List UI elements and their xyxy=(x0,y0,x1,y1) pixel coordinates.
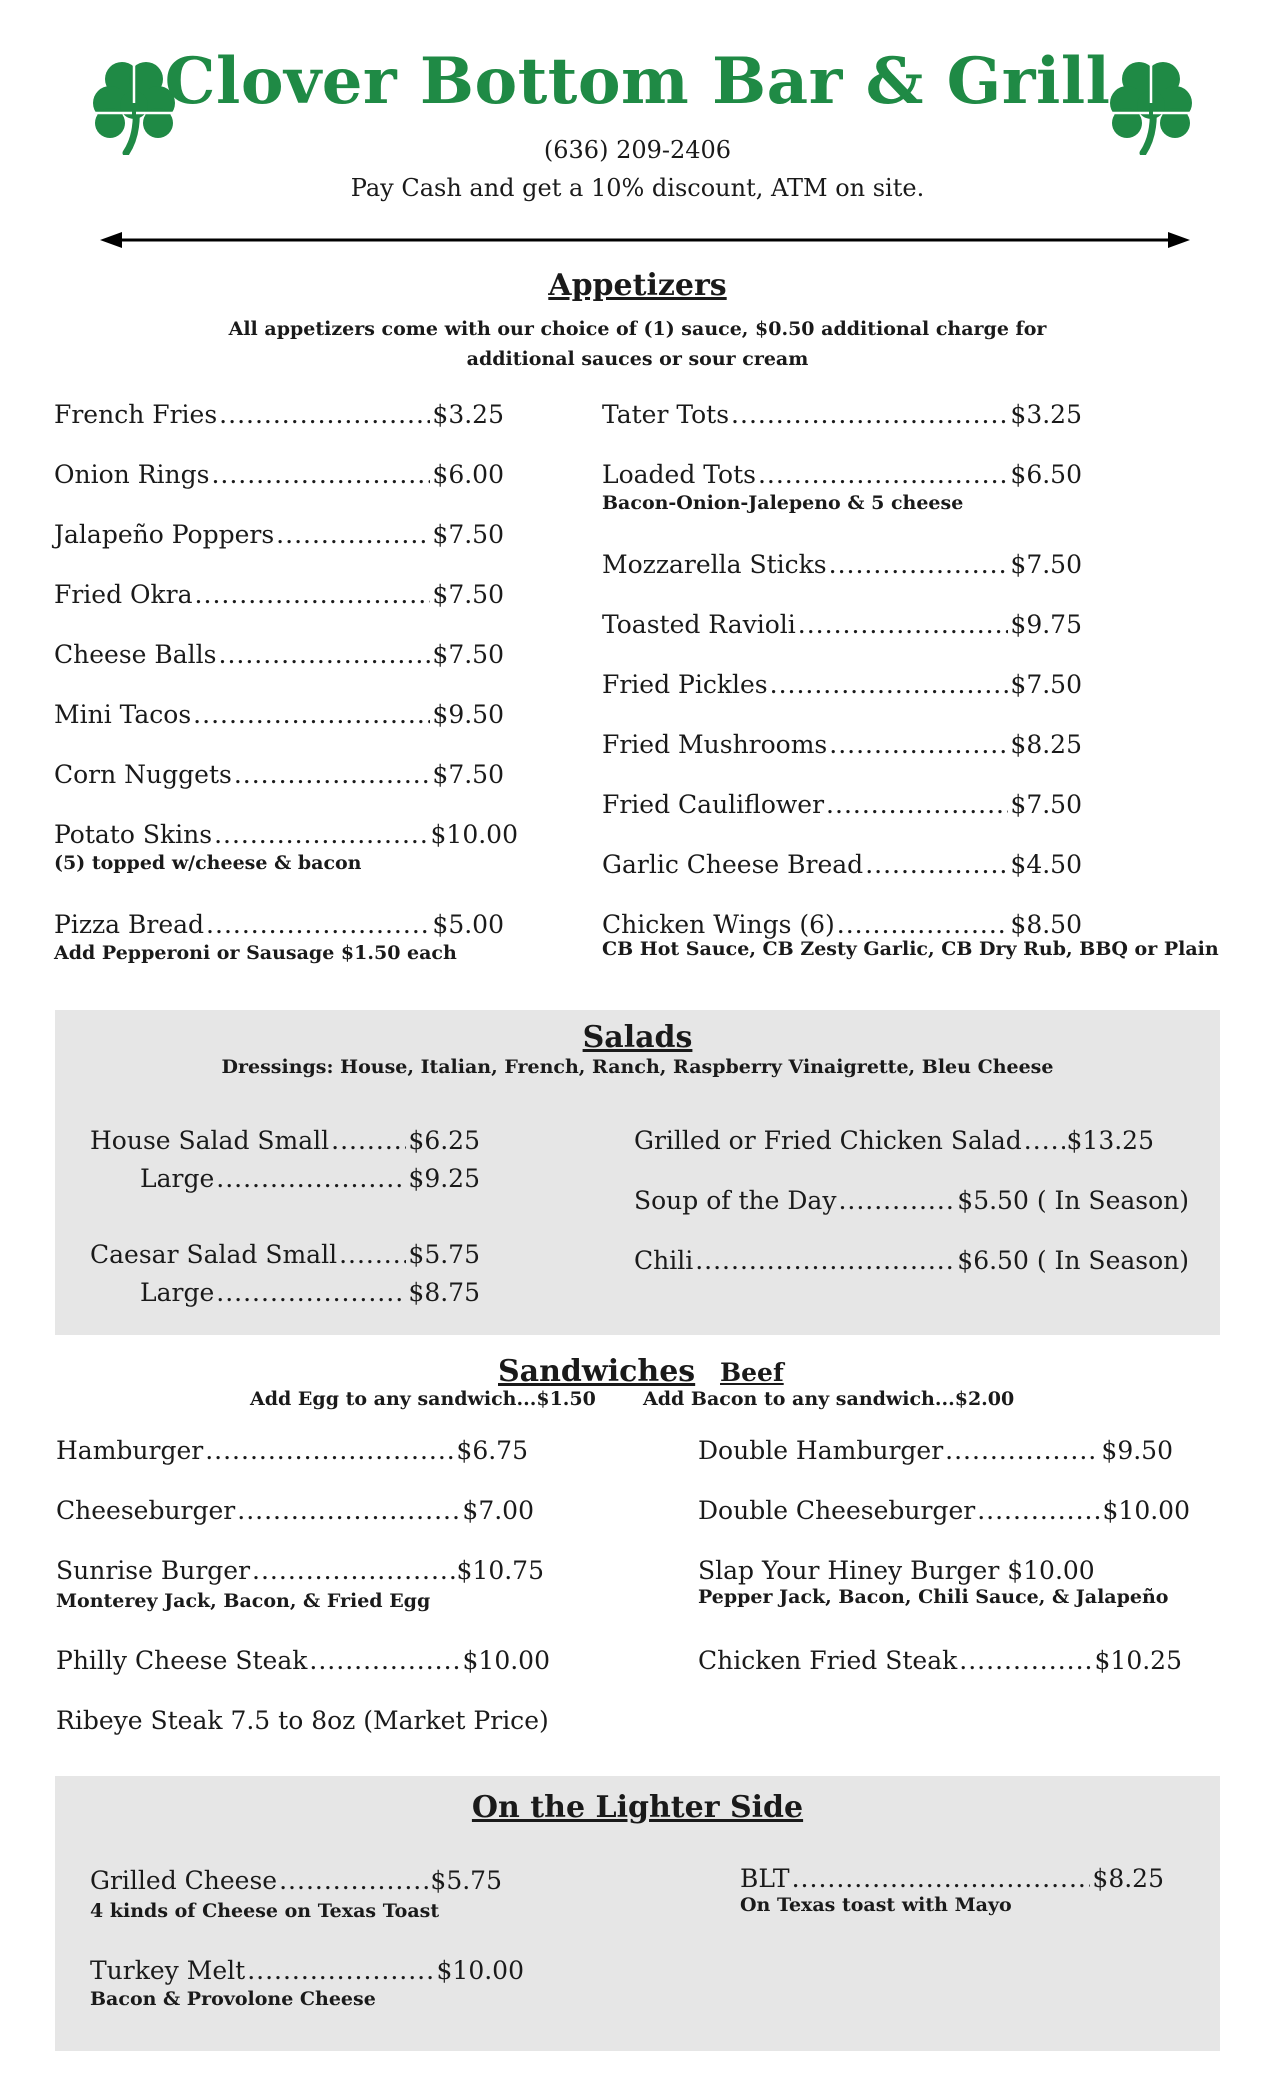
appetizer-sauce-note: All appetizers come with our choice of (1) sauce, $0.50 additional charge for xyxy=(228,318,1047,340)
item-description: Monterey Jack, Bacon, & Fried Egg xyxy=(56,1590,431,1612)
menu-item: Cheese Balls ..... $7.50 xyxy=(54,640,504,669)
section-title-salads: Salads xyxy=(582,1020,693,1055)
section-title-lighter-side: On the Lighter Side xyxy=(471,1790,804,1825)
section-title-appetizers: Appetizers xyxy=(548,268,727,303)
cash-discount-note: Pay Cash and get a 10% discount, ATM on site. xyxy=(350,174,925,202)
menu-item: Fried Okra ..... $7.50 xyxy=(54,580,504,609)
menu-item: Double Cheeseburger ..... $10.00 xyxy=(698,1496,1190,1525)
menu-item: Onion Rings ..... $6.00 xyxy=(54,460,504,489)
menu-item: Toasted Ravioli ..... $9.75 xyxy=(602,610,1082,639)
menu-item: French Fries ..... $3.25 xyxy=(54,400,504,429)
menu-item: Grilled Cheese ..... $5.75 xyxy=(90,1866,502,1895)
menu-item: Ribeye Steak 7.5 to 8oz (Market Price) xyxy=(56,1706,549,1735)
menu-item: Tater Tots ..... $3.25 xyxy=(602,400,1082,429)
double-arrow-divider xyxy=(100,228,1190,252)
menu-item: Jalapeño Poppers ..... $7.50 xyxy=(54,520,504,549)
menu-item: Fried Pickles ..... $7.50 xyxy=(602,670,1082,699)
item-description: Bacon-Onion-Jalepeno & 5 cheese xyxy=(602,492,964,514)
menu-item: Chili ..... $6.50 ( In Season) xyxy=(634,1246,1189,1275)
menu-item: Caesar Salad Small ..... $5.75 xyxy=(90,1240,480,1269)
menu-item: Grilled or Fried Chicken Salad ..... $13.25 xyxy=(634,1126,1154,1155)
menu-item: Garlic Cheese Bread ..... $4.50 xyxy=(602,850,1082,879)
menu-item: Potato Skins ..... $10.00 xyxy=(54,820,518,849)
menu-item: Philly Cheese Steak ..... $10.00 xyxy=(56,1646,550,1675)
menu-item: Corn Nuggets ..... $7.50 xyxy=(54,760,504,789)
item-description: On Texas toast with Mayo xyxy=(740,1894,1012,1916)
menu-item: Chicken Fried Steak ..... $10.25 xyxy=(698,1646,1182,1675)
item-description: (5) topped w/cheese & bacon xyxy=(54,852,362,874)
menu-item: Fried Cauliflower ..... $7.50 xyxy=(602,790,1082,819)
menu-item: Chicken Wings (6) ..... $8.50 xyxy=(602,910,1082,939)
item-description: 4 kinds of Cheese on Texas Toast xyxy=(90,1900,440,1922)
section-subtitle-beef: Beef xyxy=(720,1358,784,1387)
menu-item: Sunrise Burger ..... $10.75 xyxy=(56,1556,544,1585)
menu-item: Large ..... $8.75 xyxy=(140,1278,480,1307)
item-description: Add Pepperoni or Sausage $1.50 each xyxy=(54,942,457,964)
appetizer-sauce-note-2: additional sauces or sour cream xyxy=(466,348,809,370)
menu-item: Double Hamburger ..... $9.50 xyxy=(698,1436,1173,1465)
menu-item: Loaded Tots ..... $6.50 xyxy=(602,460,1082,489)
menu-item: Fried Mushrooms ..... $8.25 xyxy=(602,730,1082,759)
salad-dressings: Dressings: House, Italian, French, Ranch, Raspberry Vinaigrette, Bleu Cheese xyxy=(221,1056,1054,1078)
menu-item: Cheeseburger ..... $7.00 xyxy=(56,1496,534,1525)
add-bacon-note: Add Bacon to any sandwich...$2.00 xyxy=(643,1388,1015,1410)
menu-item: Turkey Melt ..... $10.00 xyxy=(90,1956,524,1985)
menu-item: Large ..... $9.25 xyxy=(140,1164,480,1193)
phone-number: (636) 209-2406 xyxy=(543,136,732,164)
add-egg-note: Add Egg to any sandwich...$1.50 xyxy=(250,1388,596,1410)
menu-item: Slap Your Hiney Burger $10.00 xyxy=(698,1556,1095,1585)
section-title-sandwiches: Sandwiches xyxy=(498,1354,696,1389)
menu-item: Hamburger ..... $6.75 xyxy=(56,1436,528,1465)
restaurant-title: Clover Bottom Bar & Grill xyxy=(164,44,1111,119)
menu-item: Mozzarella Sticks ..... $7.50 xyxy=(602,550,1082,579)
item-description: Pepper Jack, Bacon, Chili Sauce, & Jalapeño xyxy=(698,1586,1169,1608)
menu-item: BLT ..... $8.25 xyxy=(740,1864,1164,1893)
item-description: Bacon & Provolone Cheese xyxy=(90,1988,376,2010)
menu-item: House Salad Small ..... $6.25 xyxy=(90,1126,480,1155)
menu-item: Soup of the Day ..... $5.50 ( In Season) xyxy=(634,1186,1189,1215)
menu-item: Pizza Bread ..... $5.00 xyxy=(54,910,504,939)
menu-item: Mini Tacos ..... $9.50 xyxy=(54,700,504,729)
item-description: CB Hot Sauce, CB Zesty Garlic, CB Dry Rub, BBQ or Plain xyxy=(602,938,1219,960)
